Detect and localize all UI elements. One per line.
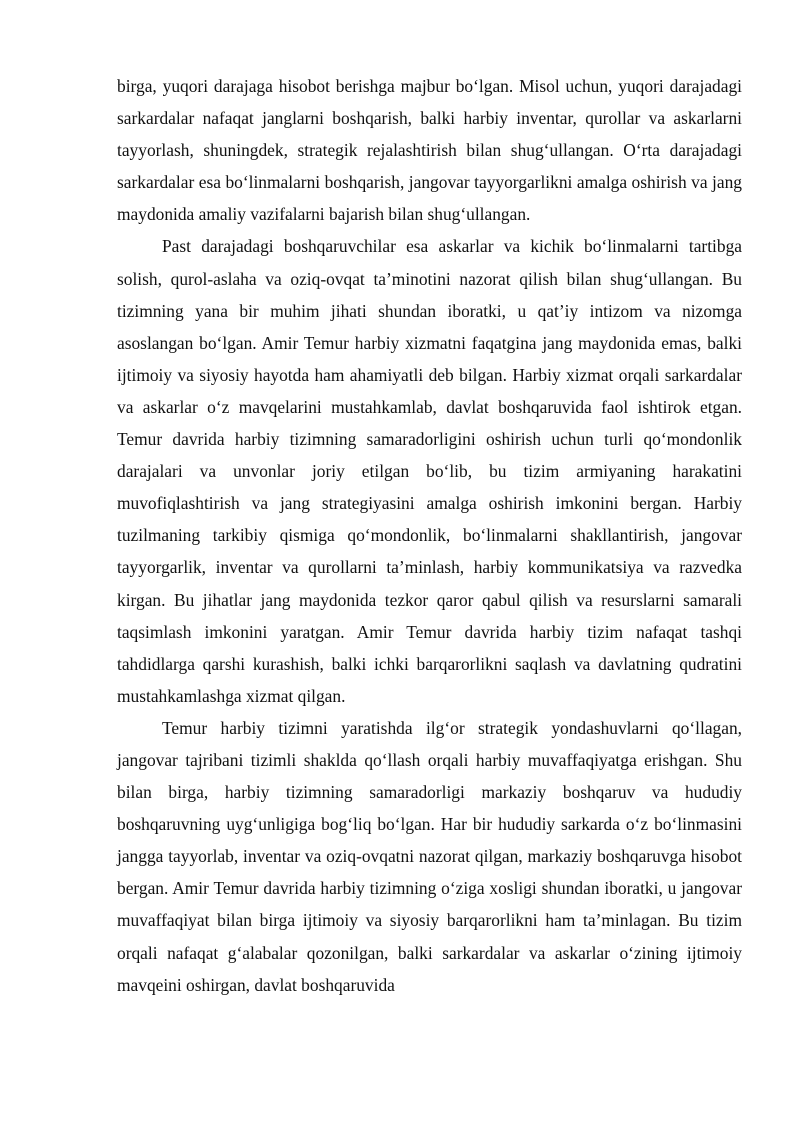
paragraph-continuation: birga, yuqori darajaga hisobot berishga majbur bo‘lgan. Misol uchun, yuqori darajadagi sarkardalar nafaqat janglarni boshqarish, balki harbiy inventar, qurollar va askarlarni tayyorlash, shuningdek, strategik rejalashtirish bilan shug‘ullangan. O‘rta darajadagi sarkardalar esa bo‘linmalarni boshqarish, jangovar tayyorgarlikni amalga oshirish va jang maydonida amaliy vazifalarni bajarish bilan shug‘ullangan. [117,76,742,225]
body-text [117,70,742,1001]
paragraph-lower-commanders: Past darajadagi boshqaruvchilar esa askarlar va kichik bo‘linmalarni tartibga solish, qurol-aslaha va oziq-ovqat ta’minotini nazorat qilish bilan shug‘ullangan. Bu tizimning yana bir muhim jihati shundan iboratki, u qat’iy intizom va nizomga asoslangan bo‘lgan. Amir Temur harbiy xizmatni faqatgina jang maydonida emas, balki ijtimoiy va siyosiy hayotda ham ahamiyatli deb bilgan. Harbiy xizmat orqali sarkardalar va askarlar o‘z mavqelarini mustahkamlab, davlat boshqaruvida faol ishtirok etgan. Temur davrida harbiy tizimning samaradorligini oshirish uchun turli qo‘mondonlik darajalari va unvonlar joriy etilgan bo‘lib, bu tizim armiyaning harakatini muvofiqlashtirish va jang strategiyasini amalga oshirish imkonini bergan. Harbiy tuzilmaning tarkibiy qismiga qo‘mondonlik, bo‘linmalarni shakllantirish, jangovar tayyorgarlik, inventar va qurollarni ta’minlash, harbiy kommunikatsiya va razvedka kirgan. Bu jihatlar jang maydonida tezkor qaror qabul qilish va resurslarni samarali taqsimlash imkonini yaratgan. Amir Temur davrida harbiy tizim nafaqat tashqi tahdidlarga qarshi kurashish, balki ichki barqarorlikni saqlash va davlatning qudratini mustahkamlashga xizmat qilgan. [117,236,742,706]
paragraph-temur-strategy: Temur harbiy tizimni yaratishda ilg‘or strategik yondashuvlarni qo‘llagan, jangovar tajribani tizimli shaklda qo‘llash orqali harbiy muvaffaqiyatga erishgan. Shu bilan birga, harbiy tizimning samaradorligi markaziy boshqaruv va hududiy boshqaruvning uyg‘unligiga bog‘liq bo‘lgan. Har bir hududiy sarkarda o‘z bo‘linmasini jangga tayyorlab, inventar va oziq-ovqatni nazorat qilgan, markaziy boshqaruvga hisobot bergan. Amir Temur davrida harbiy tizimning o‘ziga xosligi shundan iboratki, u jangovar muvaffaqiyat bilan birga ijtimoiy va siyosiy barqarorlikni ham ta’minlagan. Bu tizim orqali nafaqat g‘alabalar qozonilgan, balki sarkardalar va askarlar o‘zining ijtimoiy mavqeini oshirgan, davlat boshqaruvida [117,717,742,995]
